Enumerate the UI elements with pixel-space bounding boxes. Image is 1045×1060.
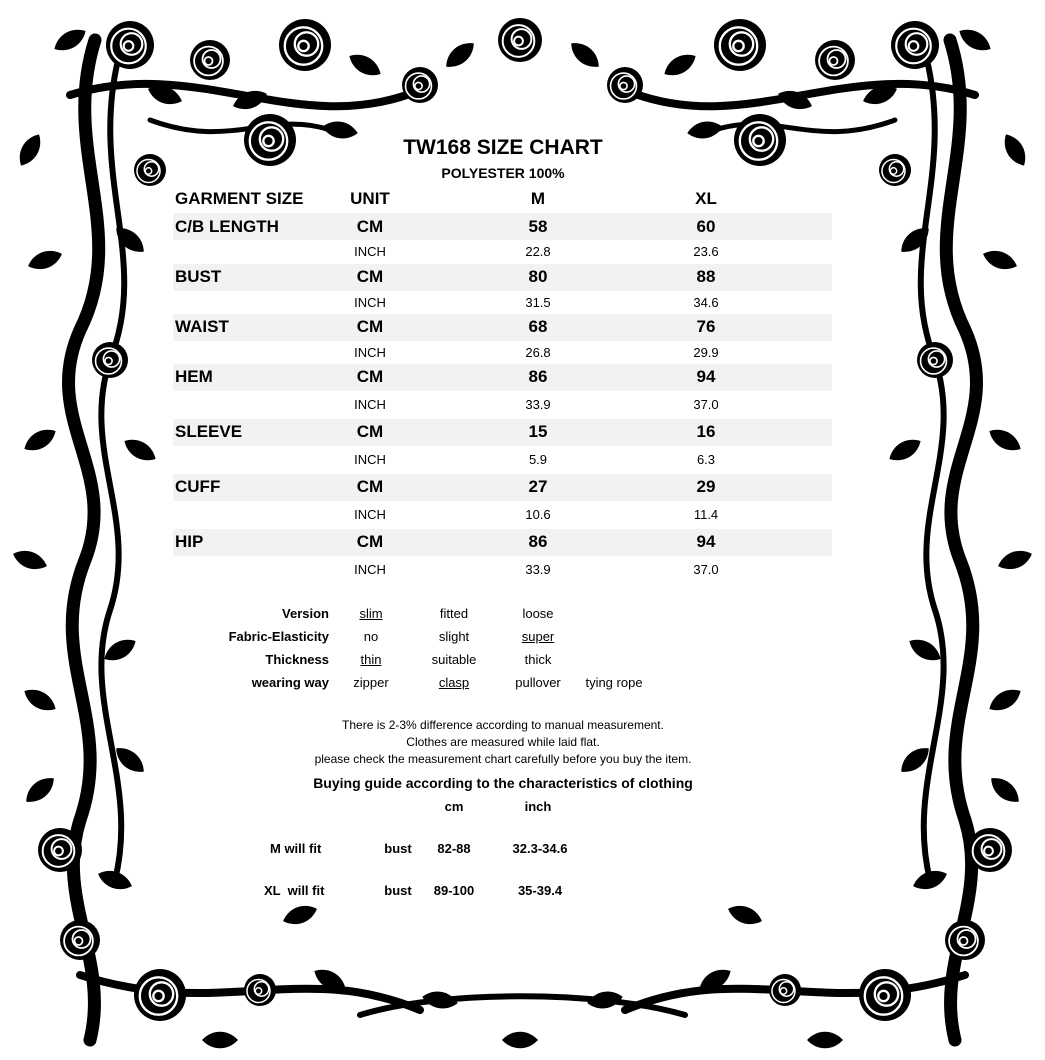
leaf-icon: [980, 246, 1019, 274]
guide-row-part: bust: [384, 883, 412, 898]
rose-icon: [106, 21, 154, 69]
unit-cm: CM: [356, 367, 384, 386]
cell-m-inch: 31.5: [525, 295, 551, 310]
rose-icon: [190, 40, 230, 80]
leaf-icon: [725, 901, 764, 929]
cell-m-cm: 86: [528, 532, 548, 551]
leaf-icon: [985, 684, 1024, 716]
feature-option: zipper: [353, 675, 389, 690]
cell-m-inch: 22.8: [525, 244, 551, 259]
leaf-icon: [807, 1032, 843, 1049]
rose-icon: [607, 67, 643, 103]
cell-m-inch: 10.6: [525, 507, 551, 522]
cell-xl-cm: 88: [696, 267, 716, 286]
rose-icon: [917, 342, 953, 378]
feature-option: loose: [522, 606, 554, 621]
unit-cm: CM: [356, 217, 384, 236]
leaf-icon: [986, 772, 1024, 808]
cell-xl-inch: 29.9: [693, 345, 719, 360]
header-unit: UNIT: [350, 189, 390, 208]
feature-option: thick: [524, 652, 552, 667]
rose-icon: [134, 969, 186, 1021]
row-label: BUST: [175, 267, 222, 286]
leaf-icon: [25, 246, 64, 274]
rose-icon: [38, 828, 82, 872]
rose-icon: [734, 114, 786, 166]
rose-icon: [92, 342, 128, 378]
leaf-icon: [566, 37, 604, 73]
unit-cm: CM: [356, 477, 384, 496]
feature-label-version: Version: [282, 606, 329, 621]
row-label: C/B LENGTH: [175, 217, 279, 236]
feature-label-fabric-elasticity: Fabric-Elasticity: [228, 629, 329, 644]
cell-xl-inch: 11.4: [693, 507, 719, 522]
rose-icon: [859, 969, 911, 1021]
cell-xl-inch: 6.3: [696, 452, 716, 467]
leaf-icon: [280, 901, 319, 929]
note-line: There is 2-3% difference according to manual measurement.: [342, 718, 664, 732]
leaf-icon: [14, 130, 46, 169]
feature-option-selected: clasp: [438, 675, 470, 690]
unit-inch: INCH: [354, 452, 386, 467]
page-title: TW168 SIZE CHART: [403, 136, 603, 159]
feature-option-selected: thin: [360, 652, 382, 667]
leaf-icon: [999, 130, 1031, 169]
guide-header-cm: cm: [444, 799, 464, 814]
guide-row-cm: 89-100: [433, 883, 475, 898]
cell-xl-inch: 37.0: [693, 397, 719, 412]
feature-option: fitted: [439, 606, 469, 621]
cell-m-cm: 27: [528, 477, 548, 496]
leaf-icon: [441, 37, 479, 73]
cell-m-inch: 33.9: [525, 562, 551, 577]
cell-m-inch: 33.9: [525, 397, 551, 412]
guide-row-label: M will fit: [270, 841, 322, 856]
cell-xl-cm: 76: [696, 317, 716, 336]
rose-icon: [945, 920, 985, 960]
leaf-icon: [20, 424, 59, 456]
feature-option: no: [363, 629, 379, 644]
rose-icon: [60, 920, 100, 960]
rose-icon: [891, 21, 939, 69]
leaf-icon: [995, 546, 1034, 574]
cell-xl-cm: 29: [696, 477, 716, 496]
rose-icon: [498, 18, 542, 62]
cell-m-inch: 5.9: [528, 452, 548, 467]
row-label: CUFF: [175, 477, 221, 496]
rose-icon: [815, 40, 855, 80]
unit-inch: INCH: [354, 345, 386, 360]
cell-xl-inch: 34.6: [693, 295, 719, 310]
guide-row-cm: 82-88: [437, 841, 471, 856]
cell-xl-cm: 16: [696, 422, 716, 441]
rose-icon: [879, 154, 911, 186]
unit-inch: INCH: [354, 507, 386, 522]
note-line: please check the measurement chart carefully before you buy the item.: [314, 752, 692, 766]
note-line: Clothes are measured while laid flat.: [406, 735, 600, 749]
header-size-m: M: [530, 189, 546, 208]
cell-xl-cm: 60: [696, 217, 716, 236]
unit-cm: CM: [356, 532, 384, 551]
rose-icon: [769, 974, 801, 1006]
unit-inch: INCH: [354, 295, 386, 310]
rose-icon: [714, 19, 766, 71]
leaf-icon: [10, 546, 49, 574]
cell-m-cm: 15: [528, 422, 548, 441]
row-label: HIP: [175, 532, 204, 551]
unit-cm: CM: [356, 267, 384, 286]
unit-inch: INCH: [354, 397, 386, 412]
leaf-icon: [202, 1032, 238, 1049]
rose-icon: [134, 154, 166, 186]
header-garment-size: GARMENT SIZE: [175, 189, 304, 208]
rose-icon: [244, 974, 276, 1006]
feature-label-thickness: Thickness: [265, 652, 329, 667]
feature-option: slight: [438, 629, 470, 644]
unit-inch: INCH: [354, 244, 386, 259]
header-size-xl: XL: [695, 189, 717, 208]
cell-m-cm: 58: [528, 217, 548, 236]
cell-m-inch: 26.8: [525, 345, 551, 360]
leaf-icon: [586, 989, 624, 1012]
leaf-icon: [345, 49, 384, 81]
cell-m-cm: 86: [528, 367, 548, 386]
leaf-icon: [686, 119, 724, 142]
rose-icon: [402, 67, 438, 103]
cell-xl-inch: 23.6: [693, 244, 719, 259]
leaf-icon: [20, 684, 59, 716]
unit-cm: CM: [356, 422, 384, 441]
leaf-icon: [896, 222, 934, 258]
leaf-icon: [985, 424, 1024, 456]
row-label: HEM: [175, 367, 213, 386]
cell-m-cm: 68: [528, 317, 548, 336]
rose-icon: [968, 828, 1012, 872]
material-subtitle: POLYESTER 100%: [441, 165, 565, 181]
leaf-icon: [660, 49, 699, 81]
rose-icon: [244, 114, 296, 166]
feature-label-wearing-way: wearing way: [251, 675, 329, 690]
feature-option: suitable: [431, 652, 477, 667]
leaf-icon: [111, 222, 149, 258]
leaf-icon: [50, 24, 89, 56]
unit-cm: CM: [356, 317, 384, 336]
buying-guide-title: Buying guide according to the characteristics of clothing: [313, 775, 693, 791]
leaf-icon: [955, 24, 994, 56]
guide-row-part: bust: [384, 841, 412, 856]
row-label: WAIST: [175, 317, 229, 336]
feature-option: pullover: [515, 675, 561, 690]
row-label: SLEEVE: [175, 422, 243, 441]
leaf-icon: [421, 989, 459, 1012]
feature-option: tying rope: [585, 675, 643, 690]
leaf-icon: [21, 772, 59, 808]
leaf-icon: [120, 434, 159, 466]
feature-option-selected: super: [521, 629, 555, 644]
cell-xl-inch: 37.0: [693, 562, 719, 577]
cell-m-cm: 80: [528, 267, 548, 286]
guide-header-inch: inch: [524, 799, 552, 814]
guide-row-label: XL will fit: [264, 883, 325, 898]
guide-row-inch: 32.3-34.6: [512, 841, 568, 856]
feature-option-selected: slim: [359, 606, 383, 621]
leaf-icon: [502, 1032, 538, 1049]
leaf-icon: [885, 434, 924, 466]
unit-inch: INCH: [354, 562, 386, 577]
cell-xl-cm: 94: [696, 532, 716, 551]
rose-icon: [279, 19, 331, 71]
cell-xl-cm: 94: [696, 367, 716, 386]
guide-row-inch: 35-39.4: [517, 883, 563, 898]
